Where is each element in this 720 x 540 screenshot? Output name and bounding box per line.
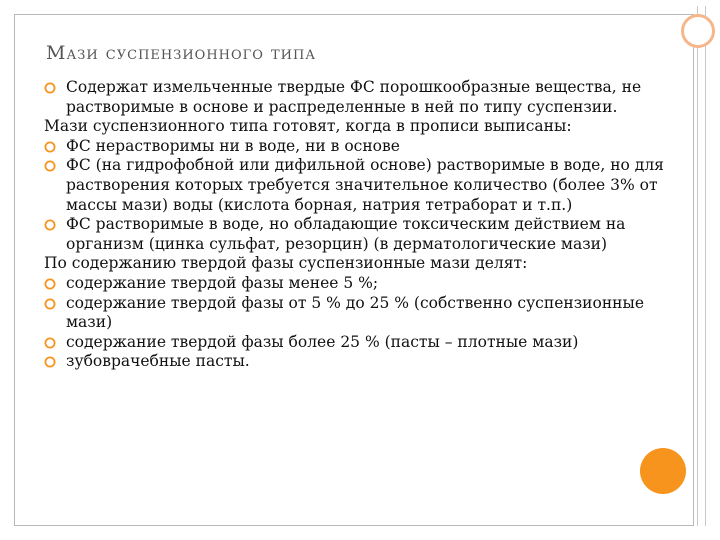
bullet-item xyxy=(44,215,684,254)
circle-bullet-icon xyxy=(44,298,56,310)
decorative-circle-bottom xyxy=(640,448,686,494)
item-text: зубоврачебные пасты. xyxy=(66,352,250,371)
circle-bullet-icon xyxy=(44,278,56,290)
bullet-item xyxy=(44,156,684,215)
circle-bullet-icon xyxy=(44,141,56,153)
bullet-item xyxy=(44,333,684,353)
circle-bullet-icon xyxy=(44,356,56,368)
item-text: ФС растворимые в воде, но обладающие токсическим действием на организм (цинка сульфат, резорцин) (в дерматологические мази) xyxy=(66,215,626,253)
item-text: ФС (на гидрофобной или дифильной основе) растворимые в воде, но для растворения которых требуется значительное количество (более 3% от массы мази) воды (кислота борная, натрия тетраборат и т.п.) xyxy=(66,156,664,214)
slide-content xyxy=(44,78,684,372)
bullet-item xyxy=(44,274,684,294)
item-text: По содержанию твердой фазы суспензионные мази делят: xyxy=(44,254,528,273)
circle-bullet-icon xyxy=(44,82,56,94)
bullet-item xyxy=(44,352,684,372)
decorative-ring-top xyxy=(681,14,715,48)
bullet-item xyxy=(44,294,684,333)
item-text: содержание твердой фазы от 5 % до 25 % (собственно суспензионные мази) xyxy=(66,293,644,332)
slide-edge-decoration xyxy=(697,6,706,526)
circle-bullet-icon xyxy=(44,160,56,172)
circle-bullet-icon xyxy=(44,219,56,231)
item-text: ФС нерастворимы ни в воде, ни в основе xyxy=(66,136,400,155)
item-text: содержание твердой фазы менее 5 %; xyxy=(66,273,379,292)
slide-title: Мази суспензионного типа xyxy=(46,42,317,64)
bullet-item xyxy=(44,137,684,157)
paragraph-line xyxy=(44,117,684,137)
item-text: Содержат измельченные твердые ФС порошкообразные вещества, не растворимые в основе и распределенные в ней по типу суспензии. xyxy=(66,78,642,116)
bullet-item xyxy=(44,78,684,117)
item-text: Мази суспензионного типа готовят, когда в прописи выписаны: xyxy=(44,117,572,136)
paragraph-line xyxy=(44,254,684,274)
circle-bullet-icon xyxy=(44,337,56,349)
item-text: содержание твердой фазы более 25 % (пасты – плотные мази) xyxy=(66,332,579,351)
